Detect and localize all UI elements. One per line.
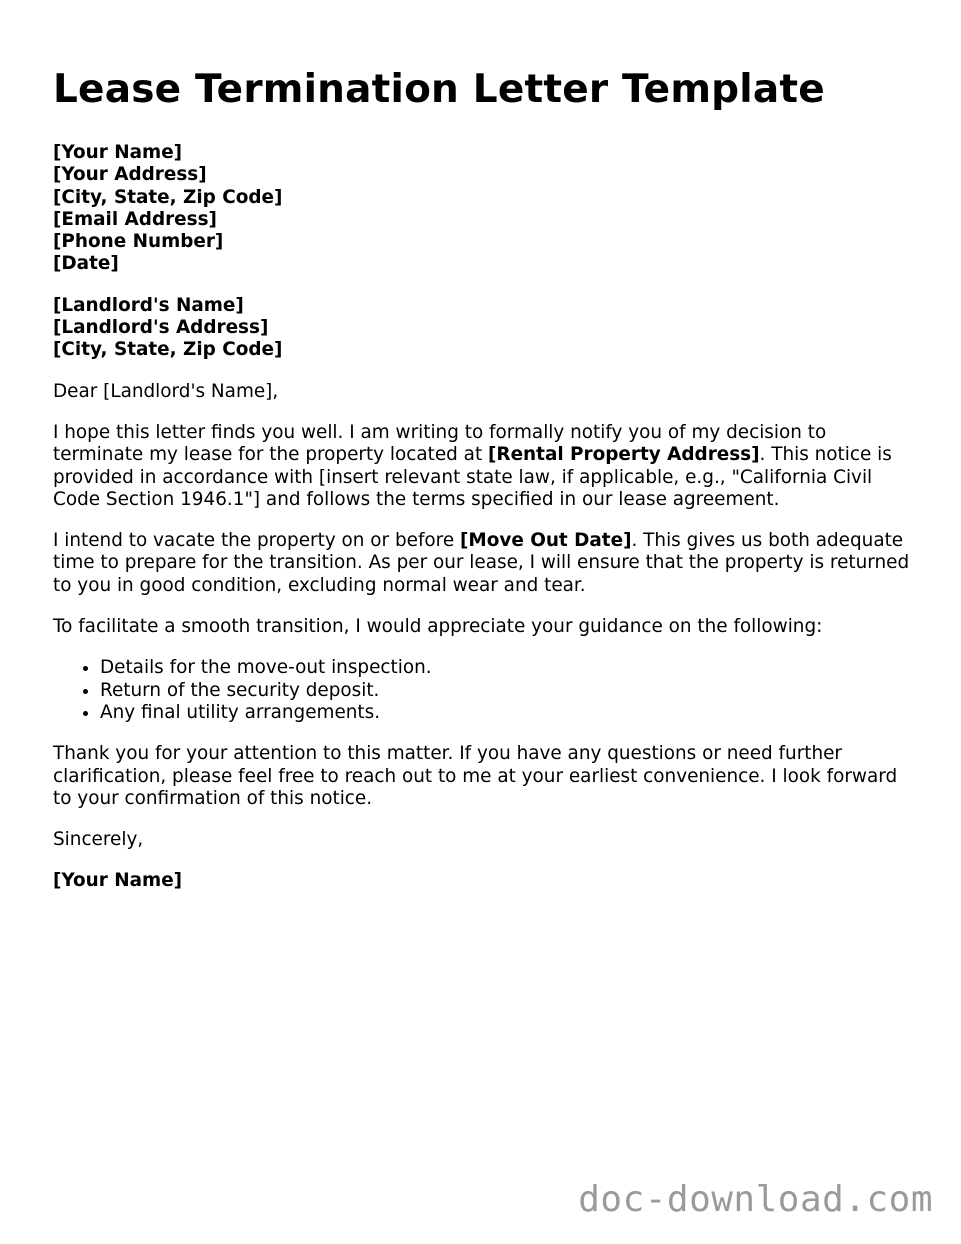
salutation: Dear [Landlord's Name], bbox=[53, 380, 279, 402]
list-item: • Return of the security deposit. bbox=[100, 680, 913, 702]
paragraph-thanks: Thank you for your attention to this matter. If you have any questions or need further clarification, please feel free to reach out to me at your earliest convenience. I look forward to your confirmation of this notice. bbox=[53, 743, 898, 809]
list-item: • Details for the move-out inspection. bbox=[100, 657, 913, 679]
move-out-date: [Move Out Date] bbox=[460, 530, 632, 552]
paragraph-notice-after: . This notice is provided in accordance with [insert relevant state law, if applicable, e.g., "California Civil Code Section 1946.1"] and follows the terms specified in our lease agreement. bbox=[53, 444, 892, 510]
sender-block bbox=[53, 142, 913, 276]
sender-phone: [Phone Number] bbox=[53, 231, 224, 253]
sender-city-state-zip: [City, State, Zip Code] bbox=[53, 186, 283, 208]
paragraph-move-out bbox=[53, 530, 913, 597]
paragraph-move-out-before: I intend to vacate the property on or before bbox=[53, 530, 460, 552]
recipient-name: [Landlord's Name] bbox=[53, 294, 244, 316]
page-title: Lease Termination Letter Template bbox=[53, 67, 825, 112]
sender-name: [Your Name] bbox=[53, 142, 183, 163]
recipient-address: [Landlord's Address] bbox=[53, 317, 269, 339]
sender-address: [Your Address] bbox=[53, 164, 207, 186]
paragraph-move-out-after: . This gives us both adequate time to prepare for the transition. As per our lease, I will ensure that the property is returned to you in good condition, excluding normal wear and tear. bbox=[53, 530, 910, 596]
recipient-city-state-zip: [City, State, Zip Code] bbox=[53, 339, 283, 361]
paragraph-notice-before: I hope this letter finds you well. I am writing to formally notify you of my decision to terminate my lease for the property located at bbox=[53, 421, 827, 466]
watermark: doc-download.com bbox=[578, 1179, 933, 1220]
rental-property-address: [Rental Property Address] bbox=[488, 444, 760, 466]
signature-name: [Your Name] bbox=[53, 870, 183, 892]
paragraph-notice bbox=[53, 422, 913, 511]
list-item: • Any final utility arrangements. bbox=[100, 702, 913, 724]
letter-page bbox=[53, 66, 913, 912]
recipient-block bbox=[53, 295, 913, 362]
paragraph-guidance: To facilitate a smooth transition, I would appreciate your guidance on the following: bbox=[53, 616, 823, 638]
closing: Sincerely, bbox=[53, 829, 144, 851]
sender-email: [Email Address] bbox=[53, 208, 217, 230]
letter-date: [Date] bbox=[53, 253, 119, 275]
guidance-list bbox=[53, 657, 913, 724]
